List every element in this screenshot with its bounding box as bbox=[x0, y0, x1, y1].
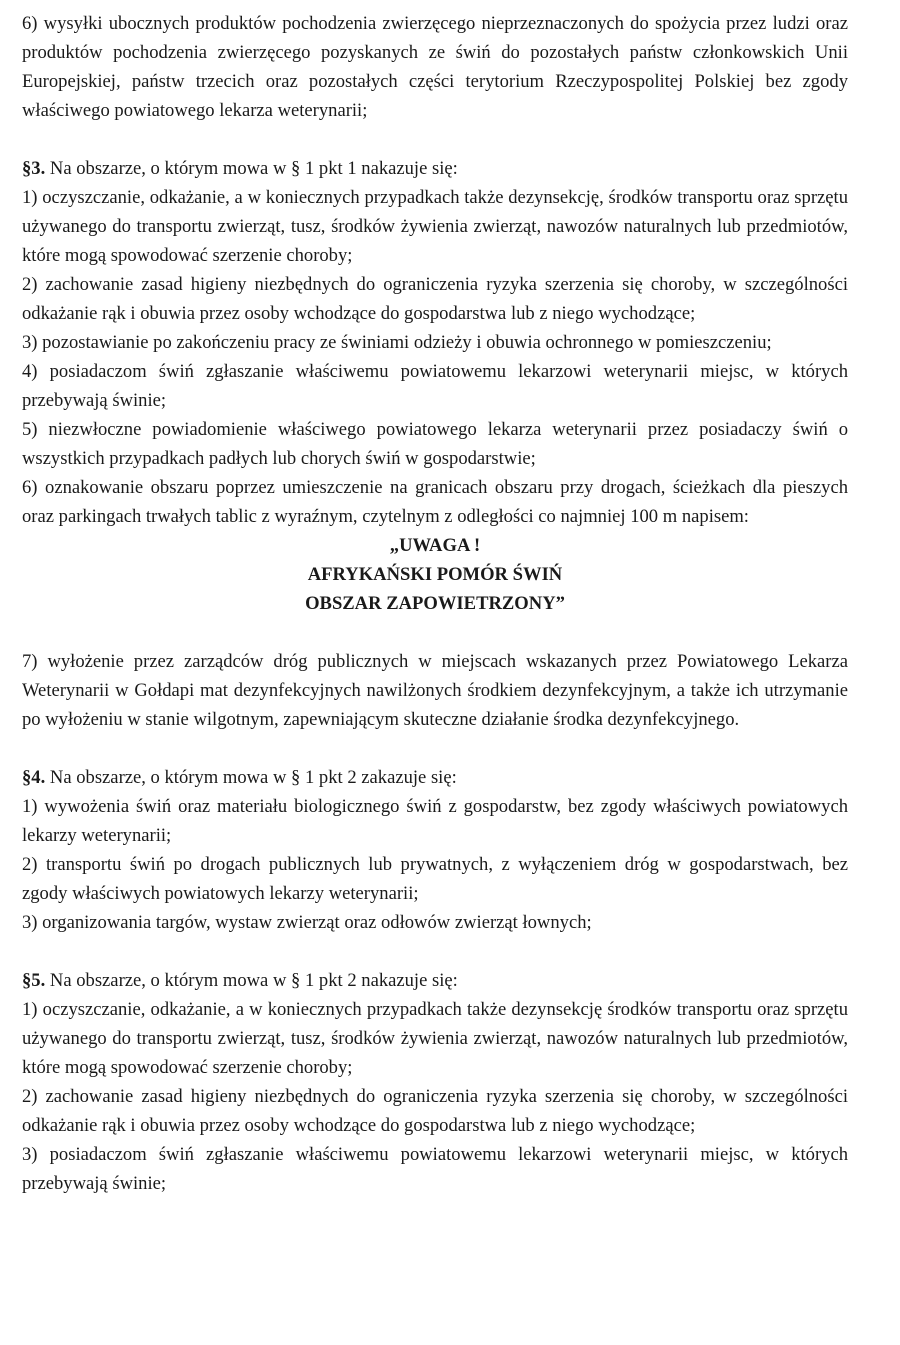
section-3-item-2: 2) zachowanie zasad higieny niezbędnych do ograniczenia ryzyka szerzenia się choroby, w szczególności odkażanie rąk i obuwia przez osoby wchodzące do gospodarstwa lub z niego wychodzące; bbox=[22, 274, 848, 324]
spacer bbox=[22, 125, 848, 154]
notice-line-1: „UWAGA ! bbox=[389, 535, 481, 556]
section-5-item-1: 1) oczyszczanie, odkażanie, a w koniecznych przypadkach także dezynsekcję środków transportu oraz sprzętu używanego do transportu zwierząt, tusz, środków żywienia zwierząt, nawozów naturalnych lub przedmiotów, które mogą spowodować szerzenie choroby; bbox=[22, 999, 848, 1078]
section-4-intro: Na obszarze, o którym mowa w § 1 pkt 2 zakazuje się: bbox=[45, 767, 457, 788]
spacer bbox=[22, 937, 848, 966]
section-3-item-4: 4) posiadaczom świń zgłaszanie właściwemu powiatowemu lekarzowi weterynarii miejsc, w których przebywają świnie; bbox=[22, 361, 848, 411]
section-3-mark: §3. bbox=[22, 158, 46, 179]
section-3-item-7: 7) wyłożenie przez zarządców dróg publicznych w miejscach wskazanych przez Powiatowego Lekarza Weterynarii w Gołdapi mat dezynfekcyjnych nawilżonych środkiem dezynfekcyjnym, a także ich utrzymanie po wyłożeniu w stanie wilgotnym, zapewniającym skuteczne działanie środka dezynfekcyjnego. bbox=[22, 651, 848, 730]
section-5-intro: Na obszarze, o którym mowa w § 1 pkt 2 nakazuje się: bbox=[45, 970, 458, 991]
section-5-item-2: 2) zachowanie zasad higieny niezbędnych do ograniczenia ryzyka szerzenia się choroby, w szczególności odkażanie rąk i obuwia przez osoby wchodzące do gospodarstwa lub z niego wychodzące; bbox=[22, 1086, 848, 1136]
section-5-mark: §5. bbox=[22, 970, 46, 991]
section-3-item-6: 6) oznakowanie obszaru poprzez umieszczenie na granicach obszaru przy drogach, ścieżkach dla pieszych oraz parkingach trwałych tablic z wyraźnym, czytelnym z odległości co najmniej 100 m napisem: bbox=[22, 477, 848, 527]
spacer bbox=[22, 618, 848, 647]
notice-line-3: OBSZAR ZAPOWIETRZONY” bbox=[305, 593, 565, 614]
section-3-intro: Na obszarze, o którym mowa w § 1 pkt 1 nakazuje się: bbox=[45, 158, 458, 179]
section-3-heading bbox=[22, 154, 848, 183]
section-4-item-1: 1) wywożenia świń oraz materiału biologicznego świń z gospodarstw, bez zgody właściwych powiatowych lekarzy weterynarii; bbox=[22, 796, 848, 846]
section-3 bbox=[22, 154, 848, 734]
spacer bbox=[22, 734, 848, 763]
section-3-item-3: 3) pozostawianie po zakończeniu pracy ze świniami odzieży i obuwia ochronnego w pomieszczeniu; bbox=[22, 332, 772, 353]
section-4-item-2: 2) transportu świń po drogach publicznych lub prywatnych, z wyłączeniem dróg w gospodarstwach, bez zgody właściwych powiatowych lekarzy weterynarii; bbox=[22, 854, 848, 904]
section-4-heading bbox=[22, 763, 848, 792]
section-4-item-3: 3) organizowania targów, wystaw zwierząt oraz odłowów zwierząt łownych; bbox=[22, 912, 592, 933]
section-5-heading bbox=[22, 966, 848, 995]
section-4-mark: §4. bbox=[22, 767, 46, 788]
section-3-item-1: 1) oczyszczanie, odkażanie, a w koniecznych przypadkach także dezynsekcję, środków transportu oraz sprzętu używanego do transportu zwierząt, tusz, środków żywienia zwierząt, nawozów naturalnych lub przedmiotów, które mogą spowodować szerzenie choroby; bbox=[22, 187, 848, 266]
section-5-item-3: 3) posiadaczom świń zgłaszanie właściwemu powiatowemu lekarzowi weterynarii miejsc, w których przebywają świnie; bbox=[22, 1144, 848, 1194]
item-6-shipment-ban: 6) wysyłki ubocznych produktów pochodzenia zwierzęcego nieprzeznaczonych do spożycia przez ludzi oraz produktów pochodzenia zwierzęcego pozyskanych ze świń do pozostałych państw członkowskich Unii Europejskiej, państw trzecich oraz pozostałych części terytorium Rzeczypospolitej Polskiej bez zgody właściwego powiatowego lekarza weterynarii; bbox=[22, 13, 848, 121]
section-3-item-5: 5) niezwłoczne powiadomienie właściwego powiatowego lekarza weterynarii przez posiadaczy świń o wszystkich przypadkach padłych lub chorych świń w gospodarstwie; bbox=[22, 419, 848, 469]
section-5 bbox=[22, 966, 848, 1198]
section-4 bbox=[22, 763, 848, 937]
notice-line-2: AFRYKAŃSKI POMÓR ŚWIŃ bbox=[307, 564, 563, 585]
